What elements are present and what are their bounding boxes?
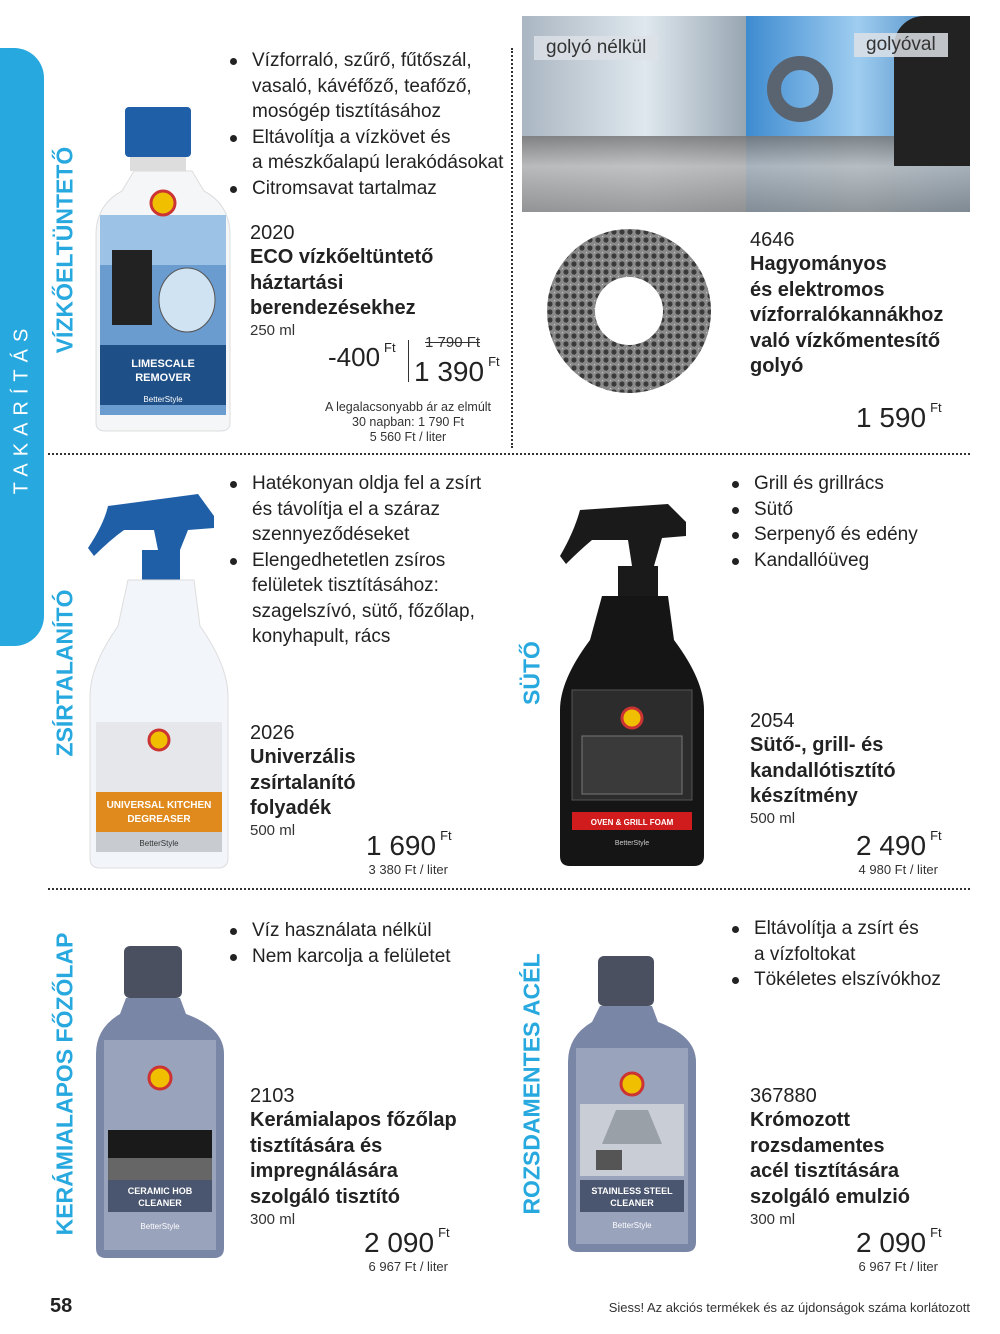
column-divider-top [511, 48, 513, 448]
kettle-comparison-photo [522, 16, 970, 212]
bullet: Sütő [754, 497, 918, 523]
oven-price: 2 490 $^{Ft}$ [856, 828, 942, 861]
descaler-lowest-price-note: A legalacsonyabb ár az elmúlt 30 napban: 1 790 Ft 5 560 Ft / liter [324, 400, 492, 444]
steel-brand: BetterStyle [612, 1221, 652, 1230]
ceramic-label-line-1: CERAMIC HOB [127, 1186, 193, 1196]
descaler-volume: 250 ml [250, 322, 296, 339]
ceramic-volume: 300 ml [250, 1211, 296, 1228]
steel-name: Krómozott rozsdamentes acél tisztítására szolgáló emulzió [750, 1109, 911, 1208]
oven-brand: BetterStyle [614, 840, 650, 847]
descaler-price: 1 390 $^{Ft}$ [414, 354, 500, 387]
degreaser-name: Univerzális zsírtalanító folyadék [250, 746, 356, 819]
degreaser-unit-price: 3 380 Ft / liter [368, 862, 448, 877]
steel-volume: 300 ml [750, 1211, 796, 1228]
ceramic-brand: BetterStyle [140, 1222, 180, 1231]
steel-code: 367880 [750, 1085, 817, 1107]
stainless-steel-bottle-image [566, 954, 698, 1254]
category-ceramic: KERÁMIALAPOS FŐZŐLAP [51, 932, 78, 1236]
degreaser-label-line-2: DEGREASER [127, 814, 191, 825]
bullet: Vízforraló, szűrő, fűtőszál, vasaló, kávéfőző, teafőző, mosógép tisztításához [252, 48, 503, 125]
bullet: Nem karcolja a felületet [252, 944, 451, 970]
degreaser-bottle-image [88, 486, 230, 870]
bullet: Eltávolítja a vízkövet és a mészkőalapú lerakódásokat [252, 125, 503, 176]
oven-bullets [730, 471, 918, 573]
category-steel: ROZSDAMENTES ACÉL [518, 953, 545, 1215]
row-divider-1 [48, 453, 970, 455]
ceramic-unit-price: 6 967 Ft / liter [368, 1259, 448, 1274]
price-separator [408, 340, 409, 382]
descaler-name: ECO vízkőeltüntető háztartási berendezésekhez [250, 246, 434, 319]
ceramic-bullets [228, 918, 451, 969]
steel-price: 2 090 $^{Ft}$ [856, 1225, 942, 1258]
photo-label-without: golyó nélkül [534, 36, 658, 60]
bullet: Grill és grillrács [754, 471, 918, 497]
descaler-bullets [228, 48, 503, 201]
degreaser-brand: BetterStyle [139, 839, 179, 848]
ball-in-kettle [767, 56, 833, 122]
steel-label-line-1: STAINLESS STEEL [591, 1186, 673, 1196]
section-tab [0, 48, 44, 646]
oven-volume: 500 ml [750, 810, 796, 827]
category-oven: SÜTŐ [518, 641, 545, 705]
ceramic-price: 2 090 $^{Ft}$ [364, 1225, 450, 1258]
ceramic-name: Kerámialapos főzőlap tisztítására és impregnálására szolgáló tisztító [250, 1109, 457, 1208]
descaler-label-line-2: REMOVER [135, 372, 191, 384]
degreaser-price: 1 690 $^{Ft}$ [366, 828, 452, 861]
bullet: Kandallóüveg [754, 548, 918, 574]
degreaser-code: 2026 [250, 722, 295, 744]
descaler-label-line-1: LIMESCALE [131, 358, 195, 370]
ball-name: Hagyományos és elektromos vízforralókannákhoz való vízkőmentesítő golyó [750, 253, 944, 377]
ceramic-label-line-2: CLEANER [138, 1198, 182, 1208]
ball-code: 4646 [750, 229, 795, 251]
category-descaler: VÍZKŐELTÜNTETŐ [51, 146, 78, 354]
oven-cleaner-bottle-image [558, 500, 706, 868]
descaler-old-price: 1 790 Ft [425, 334, 481, 351]
descaler-ball-image [546, 228, 712, 394]
oven-unit-price: 4 980 Ft / liter [858, 862, 938, 877]
category-degreaser: ZSÍRTALANÍTÓ [51, 589, 78, 757]
oven-code: 2054 [750, 710, 795, 732]
degreaser-label-line-1: UNIVERSAL KITCHEN [106, 800, 212, 811]
steel-label-line-2: CLEANER [610, 1198, 654, 1208]
steel-bullets [730, 916, 941, 993]
bullet: Hatékonyan oldja fel a zsírt és távolítja el a száraz szennyeződéseket [252, 471, 481, 548]
photo-label-with: golyóval [854, 33, 948, 57]
ball-price: 1 590 $^{Ft}$ [856, 400, 942, 433]
page-number: 58 [50, 1295, 73, 1317]
ceramic-code: 2103 [250, 1085, 295, 1107]
steel-unit-price: 6 967 Ft / liter [858, 1259, 938, 1274]
descaler-code: 2020 [250, 222, 295, 244]
footer-note: Siess! Az akciós termékek és az újdonságok száma korlátozott [608, 1300, 970, 1315]
bullet: Tökéletes elszívókhoz [754, 967, 941, 993]
oven-label: OVEN & GRILL FOAM [590, 818, 674, 827]
bullet: Eltávolítja a zsírt és a vízfoltokat [754, 916, 941, 967]
descaler-brand: BetterStyle [143, 395, 183, 404]
degreaser-volume: 500 ml [250, 822, 296, 839]
bullet: Víz használata nélkül [252, 918, 451, 944]
degreaser-bullets [228, 471, 481, 650]
oven-name: Sütő-, grill- és kandallótisztító készítmény [750, 734, 896, 807]
section-title: TAKARÍTÁS [10, 321, 33, 495]
row-divider-2 [48, 888, 970, 890]
bullet: Elengedhetetlen zsíros felületek tisztításához: szagelszívó, sütő, főzőlap, konyhapult, rács [252, 548, 481, 650]
bullet: Serpenyő és edény [754, 522, 918, 548]
descaler-discount: -400 $^{Ft}$ [328, 340, 396, 372]
ceramic-hob-bottle-image [94, 944, 226, 1260]
descaler-bottle-image [92, 105, 234, 435]
bullet: Citromsavat tartalmaz [252, 176, 503, 202]
